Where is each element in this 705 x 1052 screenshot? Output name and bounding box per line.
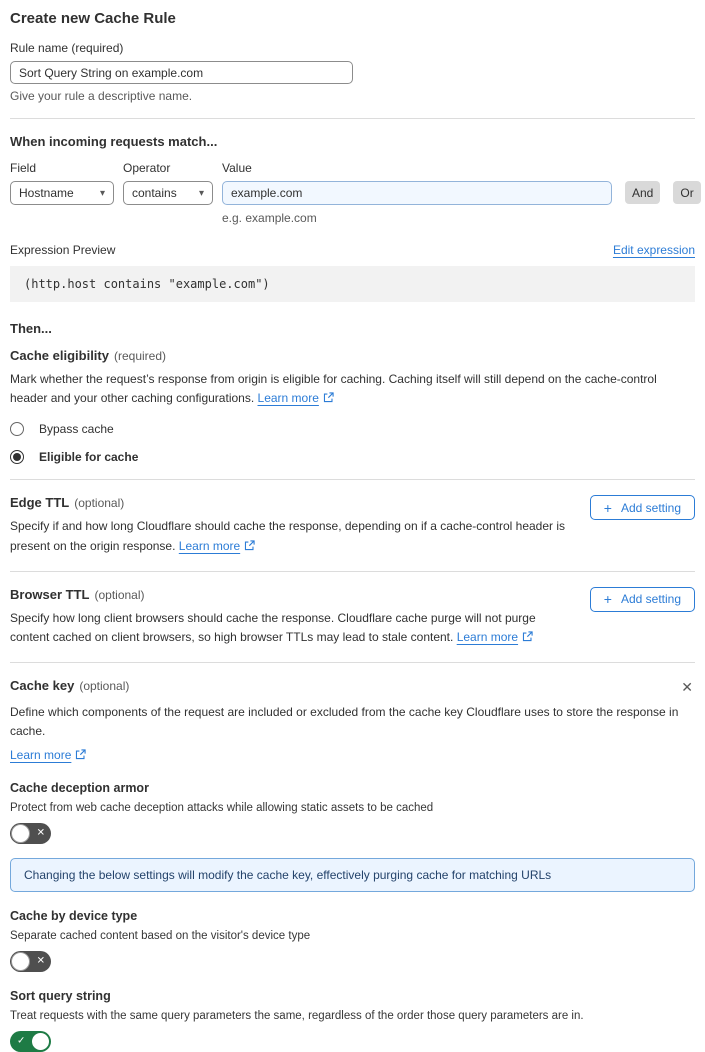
- rule-name-help: Give your rule a descriptive name.: [10, 89, 193, 103]
- divider: [10, 118, 695, 119]
- optional-badge: (optional): [94, 587, 145, 602]
- field-select[interactable]: [10, 181, 114, 205]
- expression-code: (http.host contains "example.com"): [10, 266, 695, 302]
- radio-option-bypass-cache[interactable]: [10, 422, 695, 436]
- sort-query-string-title: Sort query string: [10, 988, 111, 1003]
- value-input[interactable]: [222, 181, 612, 205]
- value-column: [222, 161, 612, 205]
- expression-preview-label: Expression Preview: [10, 243, 116, 257]
- cache-deception-armor-title: Cache deception armor: [10, 780, 149, 795]
- edge-ttl-text: [10, 495, 566, 555]
- external-link-icon: [323, 392, 334, 403]
- cache-by-device-type-description: Separate cached content based on the visitor's device type: [10, 929, 311, 942]
- and-button[interactable]: And: [625, 181, 660, 204]
- check-icon: ✓: [17, 1035, 26, 1047]
- browser-ttl-description: [10, 609, 566, 647]
- learn-more-label: Learn more: [456, 629, 519, 644]
- edge-ttl-add-setting-button[interactable]: [590, 495, 695, 520]
- toggle-knob: [11, 824, 30, 843]
- learn-more-link[interactable]: [457, 630, 533, 644]
- edge-ttl-description: [10, 517, 566, 555]
- cross-icon: ✕: [36, 827, 45, 839]
- cache-key-title-text: Cache key: [10, 678, 75, 694]
- add-setting-label: Add setting: [620, 592, 681, 607]
- cache-eligibility-section: [10, 348, 695, 464]
- radio-label: Eligible for cache: [39, 450, 139, 465]
- cache-key-section: [10, 678, 695, 1051]
- operator-column: [123, 161, 213, 205]
- edge-ttl-section: [10, 495, 695, 555]
- match-row: [10, 161, 695, 205]
- cache-deception-armor-description: Protect from web cache deception attacks while allowing static assets to be cached: [10, 801, 434, 814]
- browser-ttl-text: [10, 587, 566, 647]
- chevron-down-icon: ▾: [198, 187, 204, 199]
- browser-ttl-add-setting-button[interactable]: [590, 587, 695, 612]
- edge-ttl-title-text: Edge TTL: [10, 495, 70, 511]
- match-heading: When incoming requests match...: [10, 134, 218, 149]
- expression-preview-row: [10, 243, 695, 257]
- optional-badge: (optional): [74, 496, 125, 511]
- field-label: Field: [10, 161, 37, 175]
- value-label: Value: [222, 161, 252, 175]
- plus-icon: +: [603, 499, 612, 516]
- browser-ttl-title-text: Browser TTL: [10, 586, 90, 602]
- browser-ttl-section: [10, 587, 695, 647]
- cache-by-device-type-title: Cache by device type: [10, 908, 138, 923]
- sort-query-string-description: Treat requests with the same query parameters the same, regardless of the order those query parameters are in.: [10, 1009, 584, 1022]
- cache-eligibility-title-text: Cache eligibility: [10, 348, 109, 363]
- sort-query-string-toggle[interactable]: [10, 1031, 51, 1052]
- page-title: Create new Cache Rule: [10, 10, 176, 27]
- divider: [10, 479, 695, 480]
- edge-ttl-title: [10, 495, 566, 510]
- rule-name-label: Rule name (required): [10, 41, 124, 55]
- then-heading: Then...: [10, 321, 52, 336]
- and-or-buttons: [625, 181, 701, 204]
- chevron-down-icon: ▾: [99, 187, 105, 199]
- cache-key-title: [10, 678, 129, 693]
- learn-more-link[interactable]: [179, 539, 255, 553]
- cross-icon: ✕: [36, 955, 45, 967]
- radio-icon[interactable]: [10, 422, 24, 436]
- external-link-icon: [75, 749, 86, 760]
- learn-more-link[interactable]: [258, 391, 334, 405]
- cache-eligibility-description-text: Mark whether the request’s response from origin is eligible for caching. Caching itself will still depend on the cache-control header and your other caching configurations.: [10, 372, 657, 406]
- cache-key-header: [10, 678, 695, 696]
- learn-more-label: Learn more: [10, 747, 72, 762]
- or-button[interactable]: Or: [673, 181, 700, 204]
- rule-name-section: [10, 41, 695, 103]
- operator-label: Operator: [123, 161, 171, 175]
- close-icon[interactable]: ✕: [681, 679, 693, 696]
- radio-option-eligible-for-cache[interactable]: [10, 450, 695, 464]
- rule-name-input[interactable]: [10, 61, 353, 84]
- plus-icon: +: [603, 591, 612, 608]
- field-select-value: Hostname: [19, 186, 74, 200]
- cache-eligibility-title: [10, 348, 695, 363]
- learn-more-label: Learn more: [257, 391, 319, 406]
- cache-deception-armor-toggle[interactable]: [10, 823, 51, 844]
- learn-more-link[interactable]: [10, 748, 86, 762]
- radio-label: Bypass cache: [39, 422, 114, 437]
- divider: [10, 662, 695, 663]
- external-link-icon: [522, 631, 533, 642]
- learn-more-label: Learn more: [178, 538, 241, 553]
- toggle-knob: [11, 952, 30, 971]
- browser-ttl-description-text: Specify how long client browsers should cache the response. Cloudflare cache purge will not purge content cached on client browsers, so high browser TTLs may lead to stale content.: [10, 610, 536, 644]
- cache-by-device-type-toggle[interactable]: [10, 951, 51, 972]
- cache-key-warning-banner: Changing the below settings will modify the cache key, effectively purging cache for matching URLs: [10, 858, 695, 892]
- add-setting-label: Add setting: [620, 500, 681, 515]
- edit-expression-link[interactable]: Edit expression: [612, 243, 695, 257]
- required-badge: (required): [113, 349, 167, 363]
- field-column: [10, 161, 114, 205]
- edge-ttl-description-text: Specify if and how long Cloudflare should cache the response, depending on if a cache-control header is present on the origin response.: [10, 519, 566, 553]
- toggle-knob: [31, 1032, 50, 1051]
- divider: [10, 571, 695, 572]
- operator-select[interactable]: [123, 181, 213, 205]
- optional-badge: (optional): [79, 679, 130, 694]
- operator-select-value: contains: [132, 186, 177, 200]
- cache-key-description: Define which components of the request are included or excluded from the cache key Cloudflare uses to store the response in cache.: [10, 705, 679, 739]
- browser-ttl-title: [10, 587, 566, 602]
- value-hint: e.g. example.com: [222, 211, 317, 225]
- external-link-icon: [244, 540, 255, 551]
- cache-eligibility-description: [10, 370, 695, 408]
- radio-icon-selected[interactable]: [10, 450, 24, 464]
